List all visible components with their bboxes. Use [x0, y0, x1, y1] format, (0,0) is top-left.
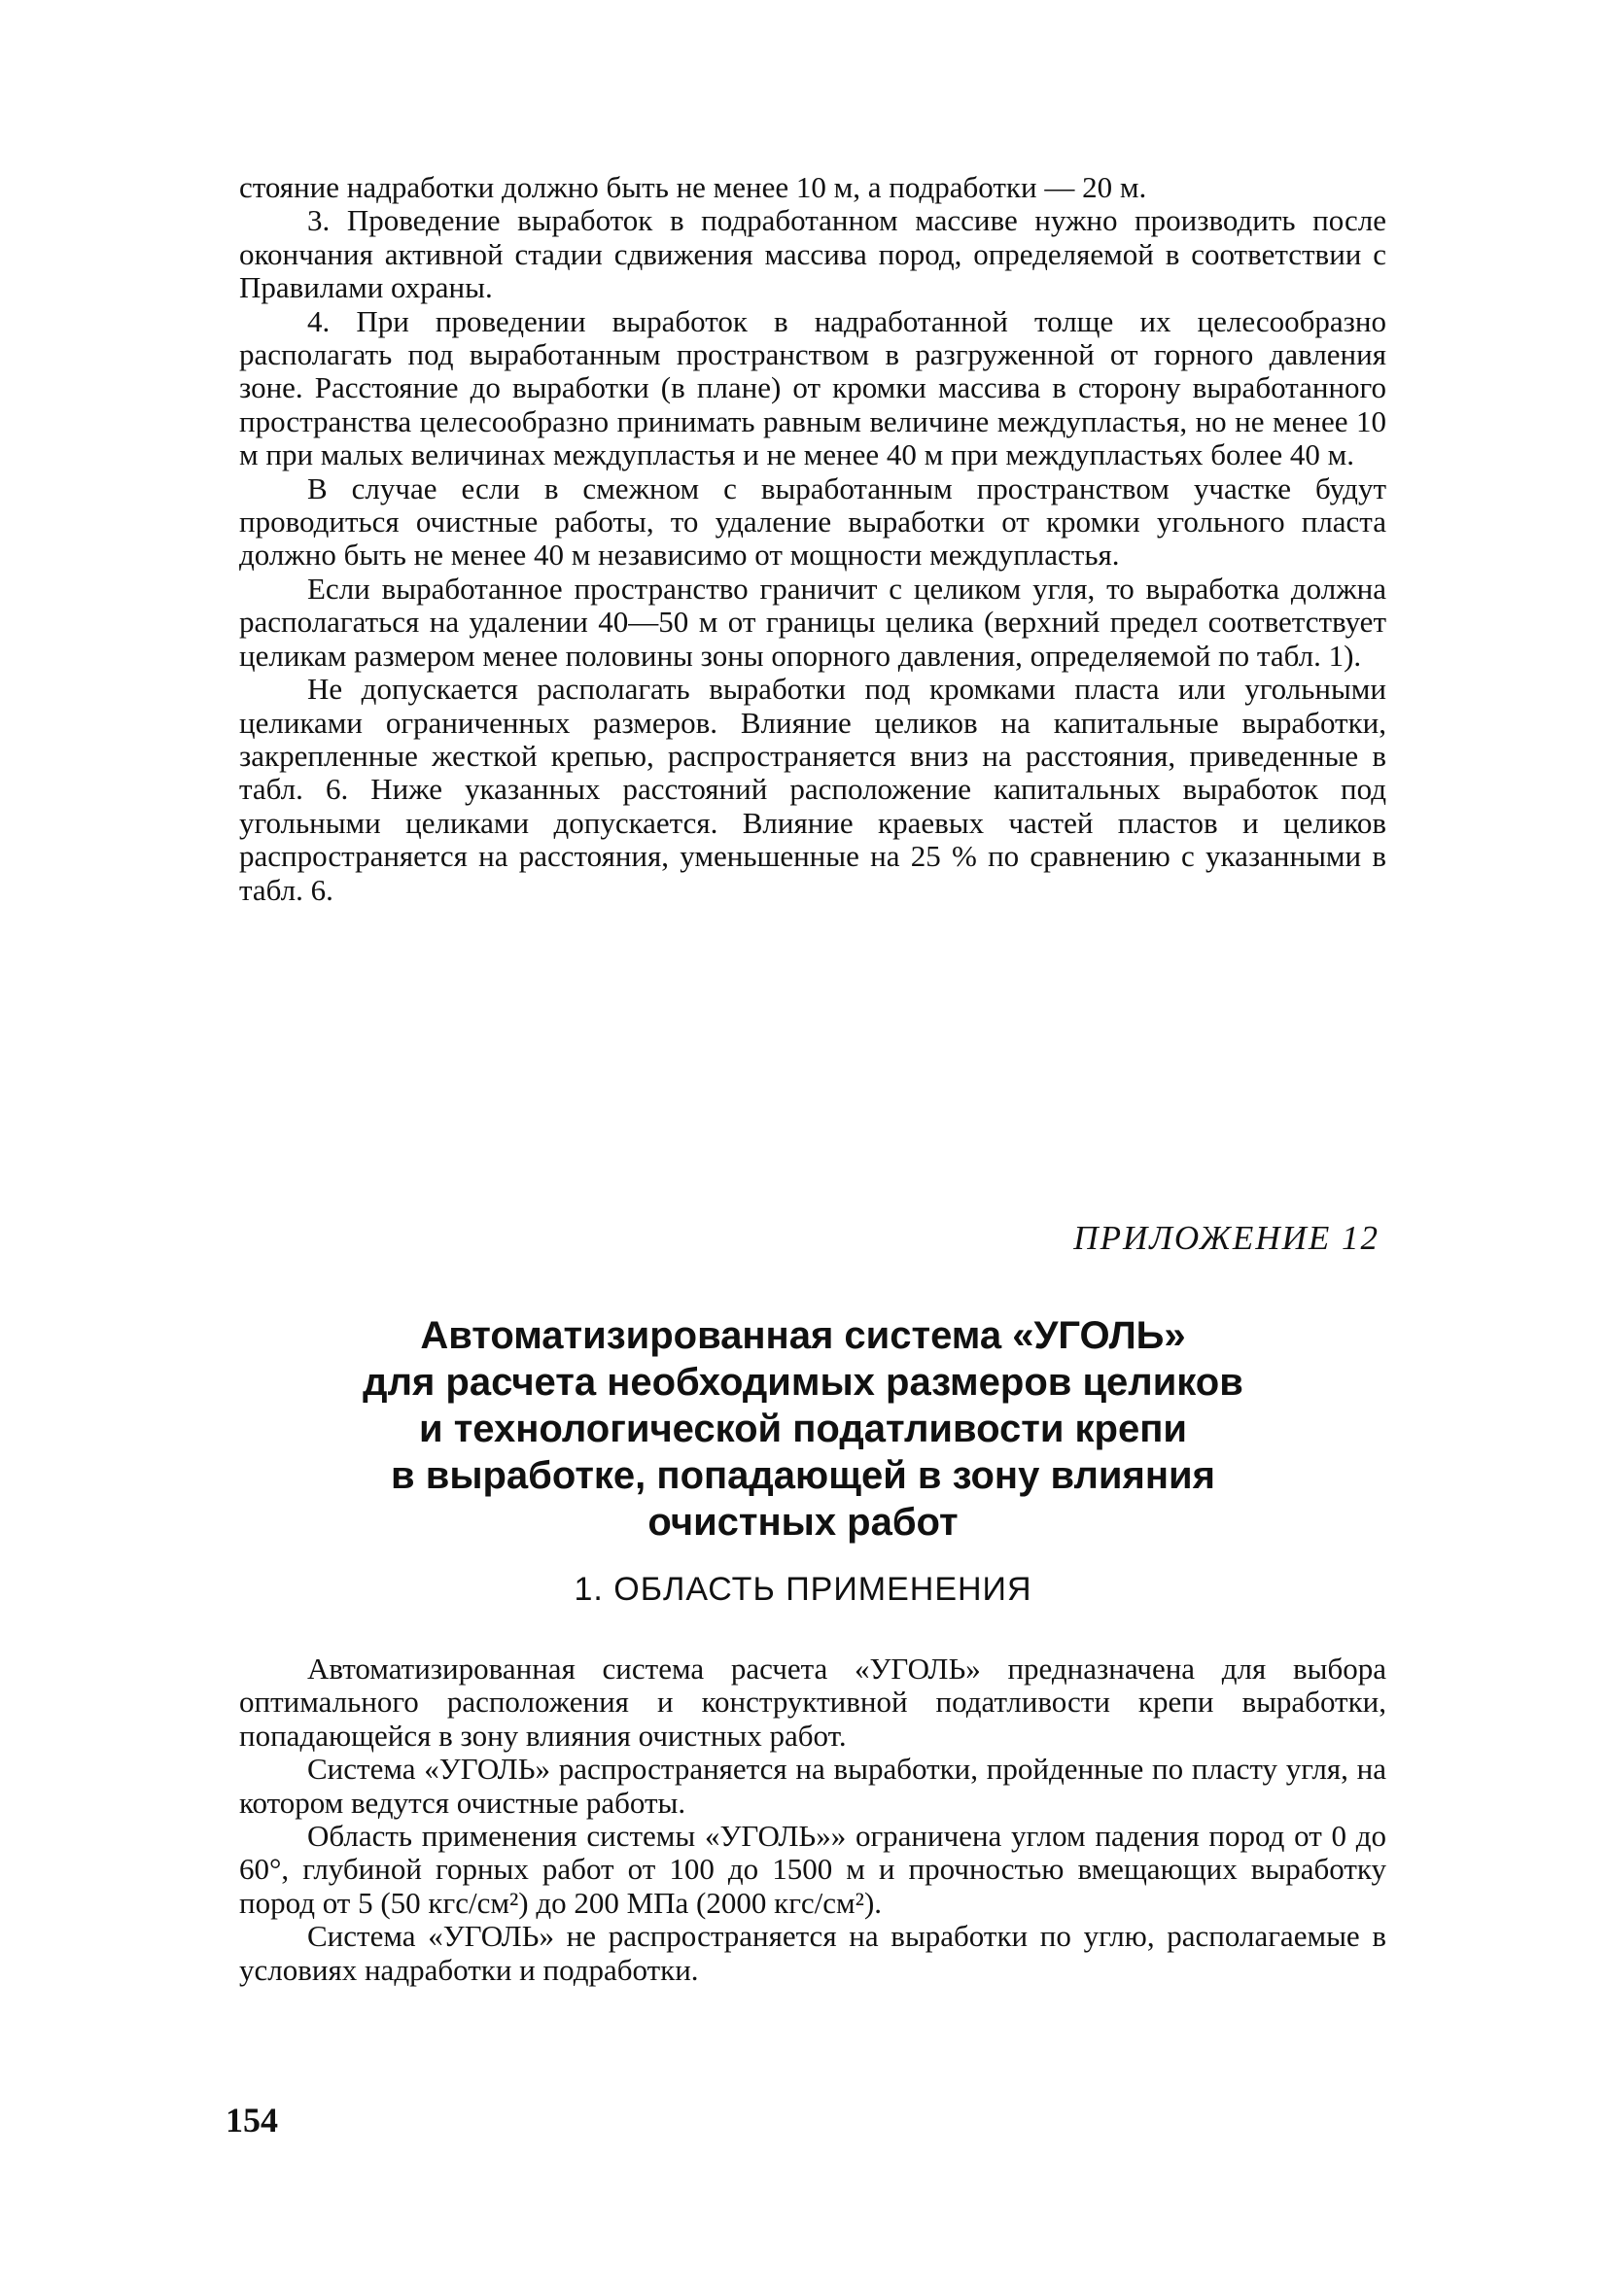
title-line: и технологической податливости крепи: [419, 1408, 1187, 1450]
paragraph-continuation: стояние надработки должно быть не менее 10 м, а подработки — 20 м.: [239, 170, 1147, 204]
title-line: для расчета необходимых размеров целиков: [363, 1361, 1243, 1404]
paragraph-item-3: 3. Проведение выработок в подработанном массиве нужно производить после окончания активной стадии сдвижения массива пород, определяемой в соответствии с Правилами охраны.: [239, 203, 1386, 305]
paragraph-coal-pillar: Если выработанное пространство граничит с целиком угля, то выработка должна располагаться на удалении 40—50 м от границы целика (верхний предел соответствует целикам размером менее половины зоны опорного давления, определяемой по табл. 1).: [239, 571, 1386, 673]
top-text-block: [239, 171, 1386, 907]
paragraph-item-4: 4. При проведении выработок в надработанной толще их целесообразно располагать под выработанным пространством в разгруженной от горного давления зоне. Расстояние до выработки (в плане) от кромки массива в сторону выработанного пространства целесообразно принимать равным величине междупластья, но не менее 10 м при малых величинах междупластья и не менее 40 м при междупластьях более 40 м.: [239, 303, 1386, 472]
section-heading: 1. ОБЛАСТЬ ПРИМЕНЕНИЯ: [574, 1571, 1032, 1608]
paragraph-scope: Система «УГОЛЬ» распространяется на выработки, пройденные по пласту угля, на котором ведутся очистные работы.: [239, 1752, 1386, 1820]
title-line: Автоматизированная система «УГОЛЬ»: [420, 1314, 1186, 1357]
paragraph-purpose: Автоматизированная система расчета «УГОЛЬ» предназначена для выбора оптимального расположения и конструктивной податливости крепи выработки, попадающейся в зону влияния очистных работ.: [239, 1652, 1386, 1753]
paragraph-pillar-influence: Не допускается располагать выработки под кромками пласта или угольными целиками ограниченных размеров. Влияние целиков на капитальные выработки, закрепленные жесткой крепью, распространяется вниз на расстояния, приведенные в табл. 6. Ниже указанных расстояний расположение капитальных выработок под угольными целиками допускается. Влияние краевых частей пластов и целиков распространяется на расстояния, уменьшенные на 25 % по сравнению с указанными в табл. 6.: [239, 672, 1386, 907]
paragraph-adjacent-area: В случае если в смежном с выработанным пространством участке будут проводиться очистные работы, то удаление выработки от кромки угольного пласта должно быть не менее 40 м независимо от мощности междупластья.: [239, 470, 1386, 573]
appendix-title: [239, 1312, 1367, 1546]
paragraph-limits: Область применения системы «УГОЛЬ»» ограничена углом падения пород от 0 до 60°, глубиной горных работ от 100 до 1500 м и прочностью вмещающих выработку пород от 5 (50 кгс/см²) до 200 МПа (2000 кгс/см²).: [239, 1819, 1386, 1920]
paragraph-exclusions: Система «УГОЛЬ» не распространяется на выработки по углю, располагаемые в условиях надработки и подработки.: [239, 1919, 1386, 1987]
page-number: 154: [226, 2101, 278, 2139]
title-line: очистных работ: [647, 1501, 959, 1544]
title-line: в выработке, попадающей в зону влияния: [391, 1454, 1215, 1497]
section-text-block: [239, 1652, 1386, 1987]
appendix-label: ПРИЛОЖЕНИЕ 12: [1073, 1219, 1380, 1257]
